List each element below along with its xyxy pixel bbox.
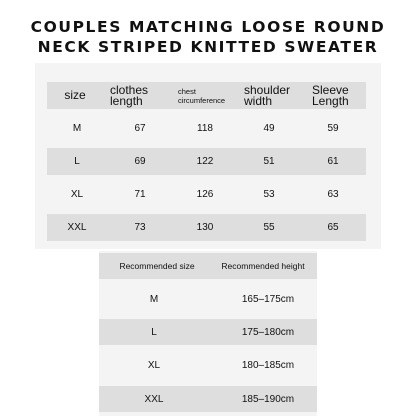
table-row bbox=[99, 386, 317, 412]
title-line-2: NECK STRIPED KNITTED SWEATER bbox=[37, 38, 379, 56]
row-height: 180–185cm bbox=[241, 359, 295, 371]
table-row bbox=[47, 148, 366, 175]
size-table-header bbox=[47, 82, 366, 109]
row-chest: 130 bbox=[196, 222, 214, 233]
row-size: L bbox=[74, 156, 80, 167]
row-height: 165–175cm bbox=[241, 293, 295, 305]
row-size: XXL bbox=[144, 393, 164, 405]
row-shoulder: 55 bbox=[263, 222, 275, 233]
table-row bbox=[47, 181, 366, 208]
row-length: 69 bbox=[134, 156, 146, 167]
row-shoulder: 53 bbox=[263, 189, 275, 200]
row-size: XXL bbox=[67, 222, 87, 233]
row-size: XL bbox=[147, 359, 161, 371]
row-chest: 126 bbox=[196, 189, 214, 200]
row-height: 185–190cm bbox=[241, 393, 295, 405]
row-length: 71 bbox=[134, 189, 146, 200]
title-line-1: COUPLES MATCHING LOOSE ROUND bbox=[30, 18, 386, 36]
row-sleeve: 59 bbox=[327, 123, 339, 134]
row-size: M bbox=[72, 123, 82, 134]
row-length: 73 bbox=[134, 222, 146, 233]
header-chest-circumference: chest circumference bbox=[178, 86, 226, 105]
row-sleeve: 65 bbox=[327, 222, 339, 233]
header-size: size bbox=[64, 88, 86, 102]
header-shoulder-width: shoulder width bbox=[244, 82, 291, 108]
row-size: L bbox=[151, 326, 157, 338]
row-chest: 118 bbox=[197, 123, 213, 134]
row-chest: 122 bbox=[196, 156, 214, 167]
table-row bbox=[47, 115, 366, 142]
header-recommended-height: Recommended height bbox=[221, 261, 305, 271]
row-length: 67 bbox=[134, 123, 146, 134]
table-row bbox=[99, 352, 317, 378]
row-sleeve: 63 bbox=[327, 189, 339, 200]
table-row bbox=[47, 214, 366, 241]
header-sleeve-length: Sleeve Length bbox=[312, 82, 349, 108]
product-title bbox=[0, 17, 416, 57]
row-size: M bbox=[149, 293, 159, 305]
recommend-table-header bbox=[99, 253, 317, 279]
table-row bbox=[99, 286, 317, 312]
header-recommended-size: Recommended size bbox=[119, 261, 195, 271]
row-shoulder: 51 bbox=[263, 156, 275, 167]
row-size: XL bbox=[70, 189, 84, 200]
header-clothes-length: clothes length bbox=[110, 82, 149, 108]
row-sleeve: 61 bbox=[327, 156, 339, 167]
row-shoulder: 49 bbox=[263, 123, 275, 134]
table-row bbox=[99, 319, 317, 345]
row-height: 175–180cm bbox=[241, 326, 295, 338]
